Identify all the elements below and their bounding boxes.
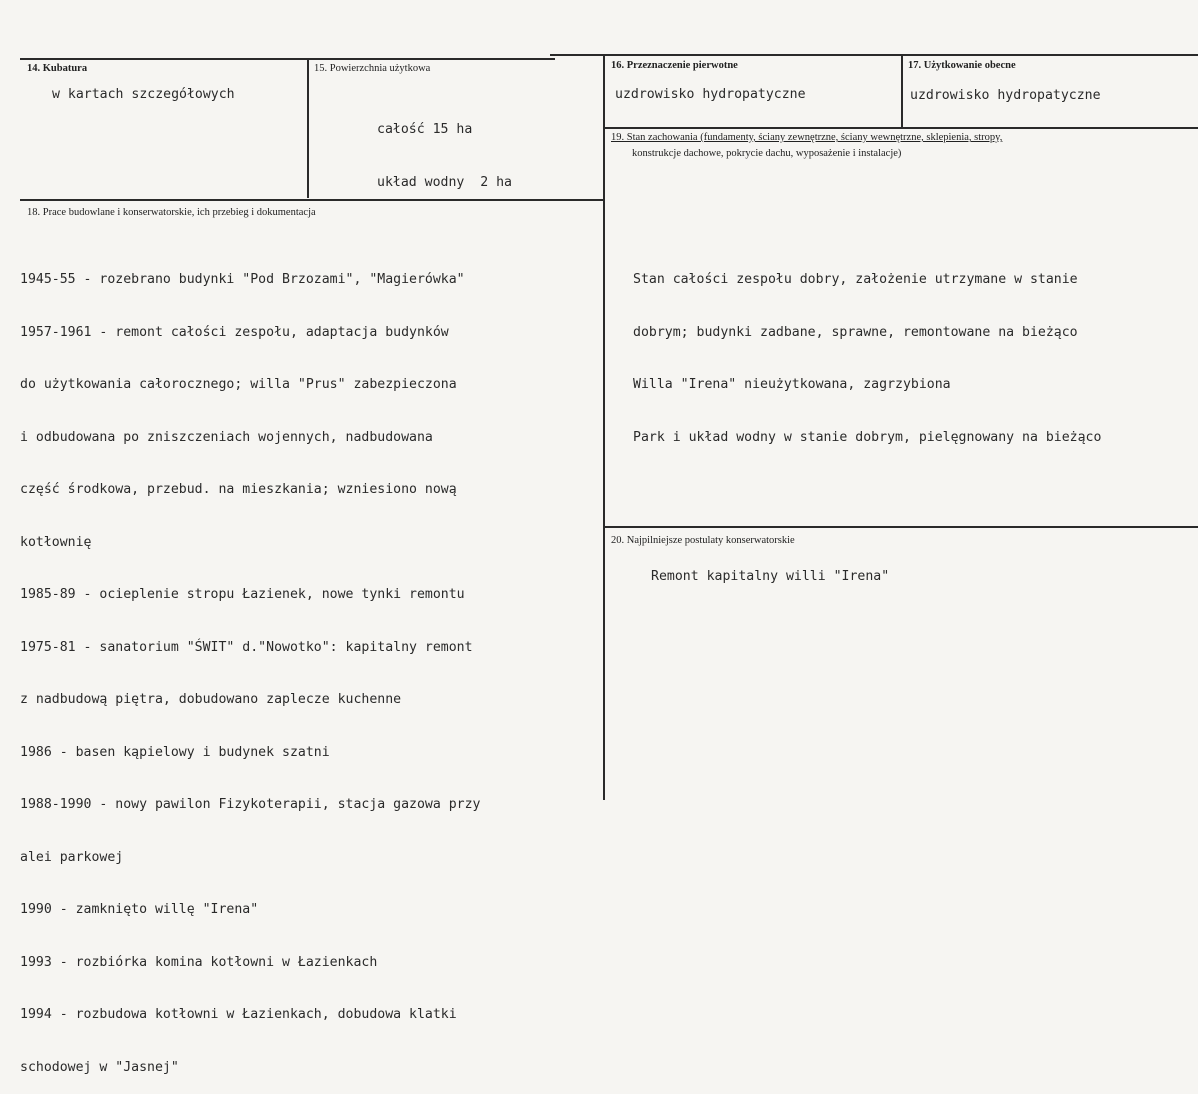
powierzchnia-line: całość 15 ha	[377, 122, 473, 137]
prace-line: 1986 - basen kąpielowy i budynek szatni	[20, 744, 330, 760]
prace-line: 1988-1990 - nowy pawilon Fizykoterapii, stacja gazowa przy	[20, 797, 481, 812]
divider-left-right	[603, 55, 605, 800]
przeznaczenie-value: uzdrowisko hydropatyczne	[615, 87, 806, 102]
stan-line: Willa "Irena" nieużytkowana, zagrzybiona	[633, 377, 951, 392]
prace-line: kotłownię	[20, 534, 92, 550]
stan-zachowania-text	[633, 236, 1188, 464]
divider-14-15	[307, 58, 309, 198]
rule-under-16-17	[603, 127, 1198, 129]
prace-budowlane-text	[20, 236, 481, 1094]
uzytkowanie-value: uzdrowisko hydropatyczne	[910, 88, 1101, 103]
postulaty-value: Remont kapitalny willi "Irena"	[651, 569, 890, 584]
prace-line: schodowej w "Jasnej"	[20, 1059, 179, 1075]
prace-line: 1957-1961 - remont całości zespołu, adaptacja budynków	[20, 324, 449, 340]
stan-zachowania-label-2: konstrukcje dachowe, pokrycie dachu, wyposażenie i instalacje)	[632, 148, 902, 159]
uzytkowanie-label: 17. Użytkowanie obecne	[908, 60, 1016, 71]
divider-16-17	[901, 55, 903, 127]
prace-line: 1975-81 - sanatorium "ŚWIT" d."Nowotko": kapitalny remont	[20, 639, 473, 655]
rule-under-14-15	[20, 199, 604, 201]
kubatura-label: 14. Kubatura	[27, 63, 88, 74]
prace-line: 1945-55 - rozebrano budynki "Pod Brzozami", "Magierówka"	[20, 272, 465, 287]
prace-line: do użytkowania całorocznego; willa "Prus" zabezpieczona	[20, 377, 457, 392]
stan-line: Stan całości zespołu dobry, założenie utrzymane w stanie	[633, 272, 1078, 287]
top-rule-left	[20, 58, 555, 60]
prace-line: 1985-89 - ocieplenie stropu Łazienek, nowe tynki remontu	[20, 587, 465, 602]
stan-line: Park i układ wodny w stanie dobrym, pielęgnowany na bieżąco	[633, 429, 1102, 445]
prace-budowlane-label: 18. Prace budowlane i konserwatorskie, ich przebieg i dokumentacja	[27, 207, 316, 218]
stan-line: dobrym; budynki zadbane, sprawne, remontowane na bieżąco	[633, 324, 1078, 340]
kubatura-value: w kartach szczegółowych	[52, 87, 235, 102]
prace-line: 1994 - rozbudowa kotłowni w Łazienkach, dobudowa klatki	[20, 1007, 457, 1022]
prace-line: alei parkowej	[20, 849, 124, 865]
przeznaczenie-label: 16. Przeznaczenie pierwotne	[611, 60, 738, 71]
stan-zachowania-label-1: 19. Stan zachowania (fundamenty, ściany zewnętrzne, ściany wewnętrzne, sklepienia, stropy,	[611, 132, 1003, 143]
powierzchnia-label: 15. Powierzchnia użytkowa	[314, 63, 431, 74]
prace-line: z nadbudową piętra, dobudowano zaplecze kuchenne	[20, 692, 402, 707]
postulaty-label: 20. Najpilniejsze postulaty konserwatorskie	[611, 535, 795, 546]
prace-line: i odbudowana po zniszczeniach wojennych, nadbudowana	[20, 429, 433, 445]
prace-line: 1993 - rozbiórka komina kotłowni w Łazienkach	[20, 954, 378, 970]
powierzchnia-values	[377, 86, 512, 209]
rule-above-20	[603, 526, 1198, 528]
prace-line: część środkowa, przebud. na mieszkania; wzniesiono nową	[20, 482, 457, 497]
prace-line: 1990 - zamknięto willę "Irena"	[20, 902, 259, 917]
powierzchnia-line: układ wodny 2 ha	[377, 174, 512, 190]
top-rule-right	[550, 54, 1198, 56]
